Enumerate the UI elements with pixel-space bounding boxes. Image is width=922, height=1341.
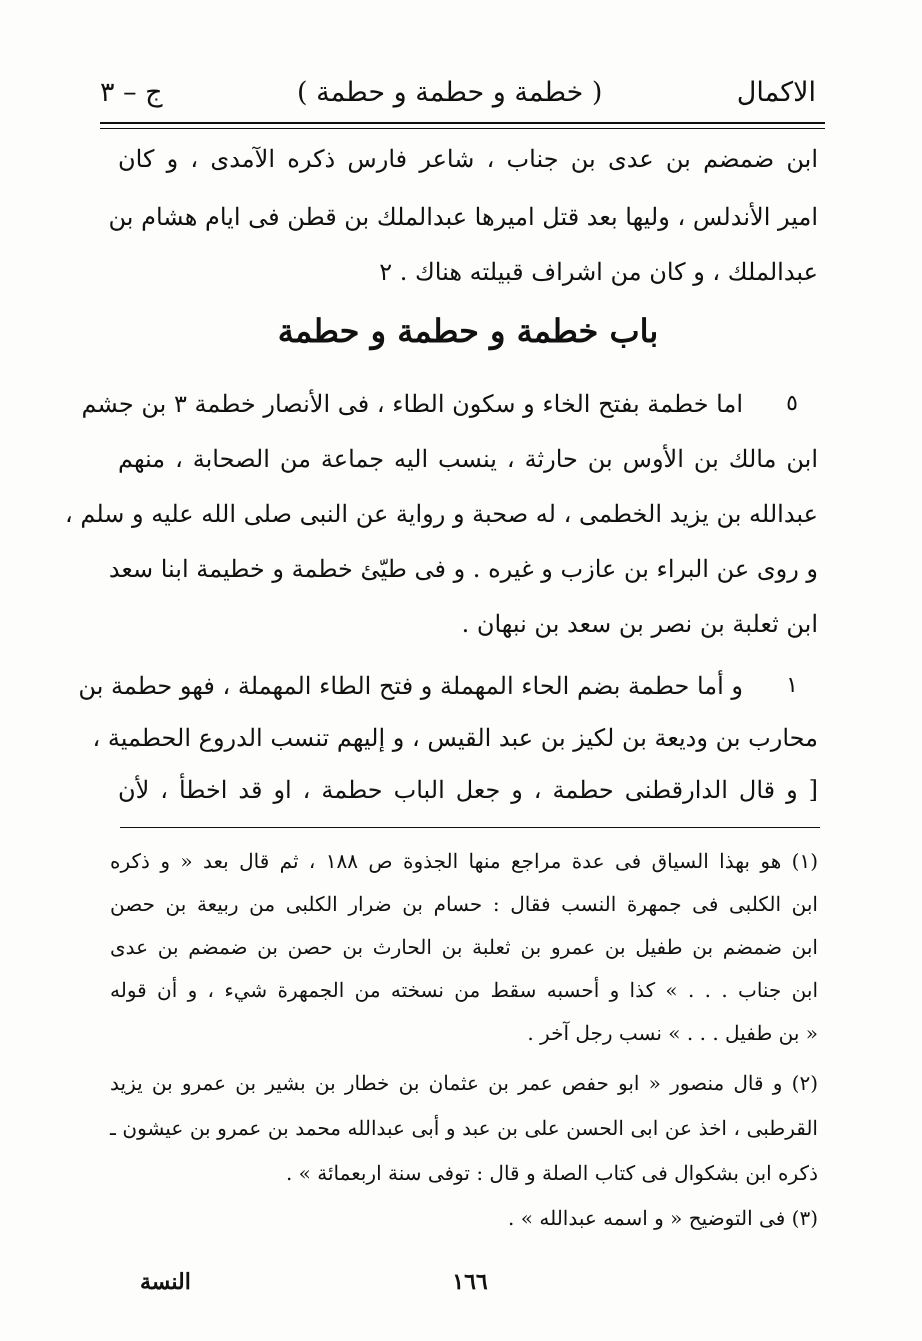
line-number: ١ (786, 673, 798, 698)
text-line: ابن ضمضم بن عدى بن جناب ، شاعر فارس ذكره الآمدى ، و كان (118, 145, 818, 173)
footnote-line: القرطبى ، اخذ عن ابى الحسن على بن عبد و أبى عبدالله محمد بن عمرو بن عيشون ـ (110, 1116, 818, 1140)
footnote-line: « بن طفيل . . . » نسب رجل آخر . (527, 1021, 818, 1045)
footnote-line: ذكره ابن بشكوال فى كتاب الصلة و قال : توفى سنة اربعمائة » . (285, 1161, 818, 1185)
header-rule-thin (100, 128, 825, 129)
footnote-separator (120, 827, 820, 828)
footnote-line: (٢) و قال منصور « ابو حفص عمر بن عثمان بن خطار بن بشير بن عمرو بن يزيد (110, 1071, 818, 1095)
section-title: ( خطمة و حطمة و حطمة ) (296, 76, 603, 108)
text-line: محارب بن وديعة بن لكيز بن عبد القيس ، و إليهم تنسب الدروع الحطمية ، (92, 724, 818, 752)
footnote-line: (٣) فى التوضيح « و اسمه عبدالله » . (508, 1206, 818, 1230)
text-line: اما خطمة بفتح الخاء و سكون الطاء ، فى الأنصار خطمة ٣ بن جشم (81, 390, 743, 418)
page-number: ١٦٦ (452, 1269, 488, 1295)
footnote-line: ابن الكلبى فى جمهرة النسب فقال : حسام بن ضرار الكلبى من ربيعة بن حصن (110, 892, 818, 916)
text-line: ابن مالك بن الأوس بن حارثة ، ينسب اليه جماعة من الصحابة ، منهم (118, 445, 818, 473)
text-line: عبدالله بن يزيد الخطمى ، له صحبة و رواية عن النبى صلى الله عليه و سلم ، (64, 500, 818, 528)
text-line: و روى عن البراء بن عازب و غيره . و فى طيّئ خطمة و خطيمة ابنا سعد (108, 555, 818, 583)
footnote-line: ابن ضمضم بن طفيل بن عمرو بن ثعلبة بن الحارث بن حصن بن ضمضم بن عدى (110, 935, 818, 959)
text-line: و أما حطمة بضم الحاء المهملة و فتح الطاء المهملة ، فهو حطمة بن (78, 672, 743, 700)
page-footer (140, 1262, 810, 1302)
footnote-line: ابن جناب . . . » كذا و أحسبه سقط من نسخته من الجمهرة شيء ، و أن قوله (110, 978, 818, 1002)
text-line: [ و قال الدارقطنى حطمة ، و جعل الباب حطمة ، او قد اخطأ ، لأن (118, 776, 818, 804)
text-line: ابن ثعلبة بن نصر بن سعد بن نبهان . (461, 610, 818, 638)
volume-number: ج – ٣ (100, 76, 163, 108)
text-line: عبدالملك ، و كان من اشراف قبيلته هناك . ٢ (379, 258, 818, 286)
book-title: الاكمال (736, 76, 816, 108)
chapter-heading: باب خطمة و حطمة و حطمة (277, 312, 659, 350)
signature-mark: النسة (140, 1269, 191, 1295)
footnote-line: (١) هو بهذا السياق فى عدة مراجع منها الجذوة ص ١٨٨ ، ثم قال بعد « و ذكره (110, 849, 818, 873)
line-number: ٥ (786, 391, 798, 416)
header-rule (100, 122, 825, 124)
text-line: امير الأندلس ، وليها بعد قتل اميرها عبدالملك بن قطن فى ايام هشام بن (108, 203, 818, 231)
running-header (100, 72, 816, 112)
